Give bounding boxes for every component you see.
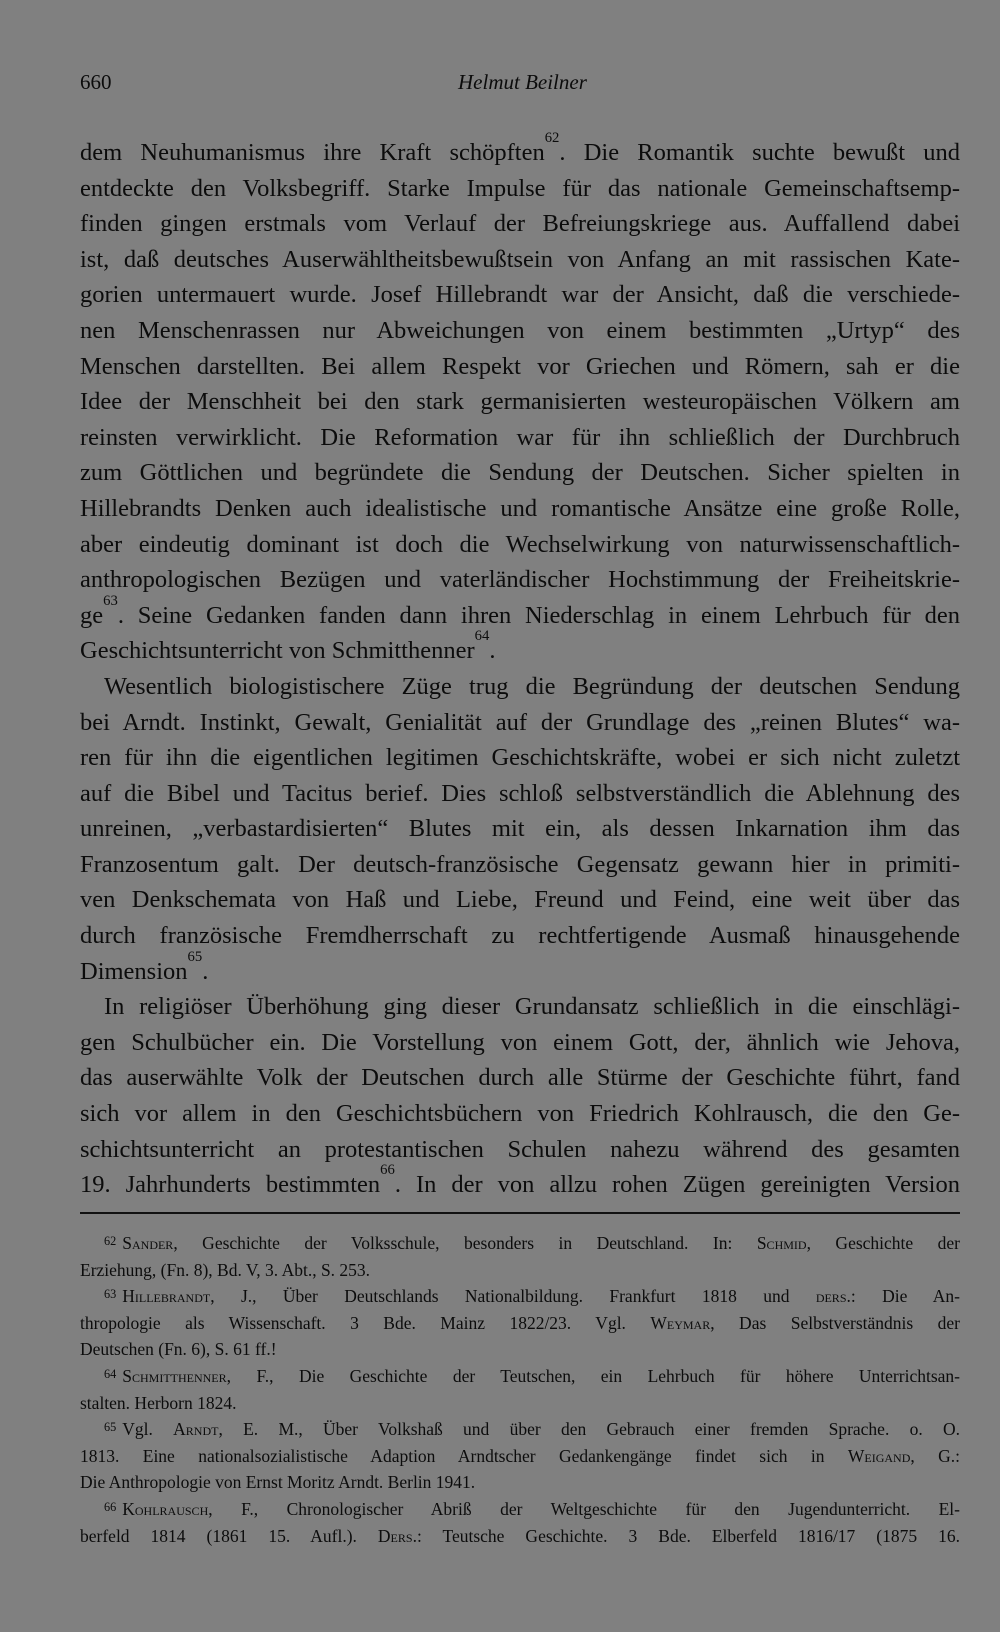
text-run: gorien untermauert wurde. Josef Hillebrandt war der Ansicht, daß die verschiede-	[80, 281, 960, 309]
text-line	[80, 277, 960, 313]
paragraph	[80, 989, 960, 1203]
text-run: . Seine Gedanken fanden dann ihren Niederschlag in einem Lehrbuch für den	[117, 601, 960, 629]
text-run: nen Menschenrassen nur Abweichungen von einem bestimmten „Urtyp“ des	[80, 316, 960, 344]
body-text	[80, 130, 960, 1203]
text-run: Hillebrandts Denken auch idealistische und romantische Ansätze eine große Rolle,	[80, 494, 960, 522]
text-run: .	[202, 957, 209, 985]
text-line	[80, 669, 960, 705]
text-line	[80, 1162, 960, 1203]
text-line	[80, 313, 960, 349]
text-run: ist, daß deutsches Auserwähltheitsbewußtsein von Anfang an mit rassischen Kate-	[80, 245, 960, 273]
text-run: . In der von allzu rohen Zügen gereinigten Version	[394, 1171, 960, 1199]
author-name: Ders	[377, 1525, 413, 1546]
footnote-line	[80, 1416, 960, 1443]
text-run: stalten. Herborn 1824.	[80, 1392, 237, 1413]
text-line	[80, 811, 960, 847]
text-line	[80, 882, 960, 918]
footnote	[80, 1496, 960, 1549]
text-line	[80, 1132, 960, 1168]
author-name: Sander	[122, 1233, 174, 1253]
footnote-number: 63	[104, 1287, 117, 1302]
text-line	[80, 242, 960, 278]
footnote-reference: 65	[187, 948, 203, 965]
footnote-line	[80, 1283, 960, 1310]
text-line	[80, 1060, 960, 1096]
text-line	[80, 130, 960, 171]
text-run: reinsten verwirklicht. Die Reformation war für ihn schließlich der Durchbruch	[80, 423, 960, 451]
author-name: ders	[815, 1286, 847, 1307]
text-line	[80, 349, 960, 385]
footnote-separator	[80, 1212, 960, 1214]
footnote-line	[80, 1257, 960, 1284]
text-run: 19. Jahrhunderts bestimmten	[80, 1171, 381, 1199]
text-run: , F., Die Geschichte der Teutschen, ein Lehrbuch für höhere Unterrichtsan-	[226, 1365, 960, 1386]
text-run: dem Neuhumanismus ihre Kraft schöpften	[80, 139, 545, 166]
text-line	[80, 527, 960, 563]
text-line	[80, 455, 960, 491]
text-run: thropologie als Wissenschaft. 3 Bde. Mainz 1822/23. Vgl.	[80, 1312, 651, 1333]
text-run: berfeld 1814 (1861 15. Aufl.).	[80, 1525, 378, 1546]
text-run: bei Arndt. Instinkt, Gewalt, Genialität auf der Grundlage des „reinen Blutes“ wa-	[80, 708, 960, 736]
text-run: .: Die An-	[846, 1286, 960, 1307]
author-name: Kohlrausch	[122, 1498, 209, 1519]
text-line	[80, 420, 960, 456]
text-line	[80, 918, 960, 954]
text-line	[80, 628, 960, 669]
text-line	[80, 847, 960, 883]
text-run: , E. M., Über Volkshaß und über den Gebrauch einer fremden Sprache. o. O.	[218, 1419, 960, 1440]
footnote-line	[80, 1523, 960, 1550]
text-run: ge	[80, 601, 104, 629]
text-run: Geschichtsunterricht von Schmitthenner	[80, 637, 475, 665]
footnote-reference: 63	[103, 592, 118, 609]
text-run: , Geschichte der Volksschule, besonders in Deutschland. In:	[173, 1233, 757, 1253]
text-line	[80, 592, 960, 634]
page-header	[80, 70, 960, 100]
footnote-line	[80, 1336, 960, 1363]
text-run: das auserwählte Volk der Deutschen durch alle Stürme der Geschichte führt, fand	[80, 1064, 960, 1092]
text-run: Die Anthropologie von Ernst Moritz Arndt. Berlin 1941.	[80, 1472, 476, 1493]
text-run: Erziehung, (Fn. 8), Bd. V, 3. Abt., S. 253.	[80, 1259, 371, 1280]
footnote-number: 65	[104, 1420, 117, 1435]
text-run: durch französische Fremdherrschaft zu rechtfertigende Ausmaß hinausgehende	[80, 922, 960, 950]
footnote	[80, 1416, 960, 1496]
text-line	[80, 705, 960, 741]
text-line	[80, 1025, 960, 1061]
author-name: Schmitthenner	[122, 1365, 227, 1386]
running-head: Helmut Beilner	[458, 70, 587, 94]
text-line	[80, 776, 960, 812]
text-run: unreinen, „verbastardisierten“ Blutes mit ein, als dessen Inkarnation ihm das	[80, 815, 960, 843]
text-run: Dimension	[80, 957, 188, 985]
footnote-line	[80, 1443, 960, 1470]
text-run: Deutschen (Fn. 6), S. 61 ff.!	[80, 1339, 277, 1360]
footnote-number: 66	[104, 1499, 117, 1514]
text-line	[80, 491, 960, 527]
footnote-reference: 66	[380, 1162, 395, 1179]
text-run: Wesentlich biologistischere Züge trug die Begründung der deutschen Sendung	[104, 672, 960, 700]
text-run: 1813. Eine nationalsozialistische Adaption Arndtscher Gedankengänge findet sich in	[80, 1445, 848, 1466]
text-line	[80, 206, 960, 242]
paragraph	[80, 669, 960, 989]
text-run: Franzosentum galt. Der deutsch-französische Gegensatz gewann hier in primiti-	[80, 850, 960, 878]
footnote-line	[80, 1469, 960, 1496]
text-run: Idee der Menschheit bei den stark germanisierten westeuropäischen Völkern am	[80, 388, 960, 416]
text-run: finden gingen erstmals vom Verlauf der Befreiungskriege aus. Auffallend dabei	[80, 210, 960, 238]
footnote	[80, 1230, 960, 1283]
footnote-reference: 64	[474, 628, 490, 645]
footnote-reference: 62	[544, 130, 560, 146]
text-run: anthropologischen Bezügen und vaterländischer Hochstimmung der Freiheitskrie-	[80, 566, 960, 594]
text-run: , Das Selbstverständnis der	[710, 1312, 960, 1333]
page-number: 660	[80, 70, 112, 94]
text-run: Vgl.	[122, 1419, 174, 1440]
footnote	[80, 1363, 960, 1416]
text-run: , F., Chronologischer Abriß der Weltgeschichte für den Jugendunterricht. El-	[208, 1498, 960, 1519]
author-name: Arndt	[173, 1419, 219, 1440]
text-line	[80, 562, 960, 598]
text-line	[80, 171, 960, 207]
footnotes	[80, 1230, 960, 1549]
footnote-line	[80, 1390, 960, 1417]
footnote-line	[80, 1363, 960, 1390]
text-run: , Geschichte der	[806, 1233, 960, 1253]
text-line	[80, 1096, 960, 1132]
text-run: auf die Bibel und Tacitus berief. Dies schloß selbstverständlich die Ablehnung des	[80, 779, 960, 807]
text-run: , J., Über Deutschlands Nationalbildung. Frankfurt 1818 und	[210, 1286, 816, 1307]
author-name: Schmid	[756, 1233, 807, 1253]
author-name: Weigand	[847, 1445, 911, 1466]
author-name: Weymar	[650, 1312, 711, 1333]
paragraph	[80, 130, 960, 669]
text-run: gen Schulbücher ein. Die Vorstellung von einem Gott, der, ähnlich wie Jehova,	[80, 1028, 960, 1056]
author-name: Hillebrandt	[122, 1286, 211, 1307]
text-run: entdeckte den Volksbegriff. Starke Impulse für das nationale Gemeinschaftsemp-	[80, 174, 960, 202]
text-run: .: Teutsche Geschichte. 3 Bde. Elberfeld 1816/17 (1875 16.	[412, 1525, 960, 1546]
footnote-number: 62	[104, 1234, 117, 1248]
footnote-number: 64	[104, 1366, 117, 1381]
text-run: schichtsunterricht an protestantischen Schulen nahezu während des gesamten	[80, 1135, 960, 1163]
text-run: aber eindeutig dominant ist doch die Wechselwirkung von naturwissenschaftlich-	[80, 530, 960, 558]
text-line	[80, 740, 960, 776]
text-line	[80, 384, 960, 420]
footnote	[80, 1283, 960, 1363]
footnote-line	[80, 1310, 960, 1337]
text-run: .	[489, 637, 496, 665]
footnote-line	[80, 1496, 960, 1523]
text-run: In religiöser Überhöhung ging dieser Grundansatz schließlich in die einschlägi-	[104, 993, 960, 1021]
footnote-line	[80, 1230, 960, 1257]
text-run: . Die Romantik suchte bewußt und	[559, 139, 960, 166]
text-line	[80, 989, 960, 1025]
text-run: Menschen darstellten. Bei allem Respekt vor Griechen und Römern, sah er die	[80, 352, 960, 380]
text-run: ven Denkschemata von Haß und Liebe, Freund und Feind, eine weit über das	[80, 886, 960, 914]
text-run: ren für ihn die eigentlichen legitimen Geschichtskräfte, wobei er sich nicht zuletzt	[80, 744, 960, 772]
text-run: zum Göttlichen und begründete die Sendung der Deutschen. Sicher spielten in	[80, 459, 960, 487]
text-run: , G.:	[910, 1445, 961, 1466]
text-run: sich vor allem in den Geschichtsbüchern von Friedrich Kohlrausch, die den Ge-	[80, 1100, 960, 1128]
text-line	[80, 948, 960, 990]
